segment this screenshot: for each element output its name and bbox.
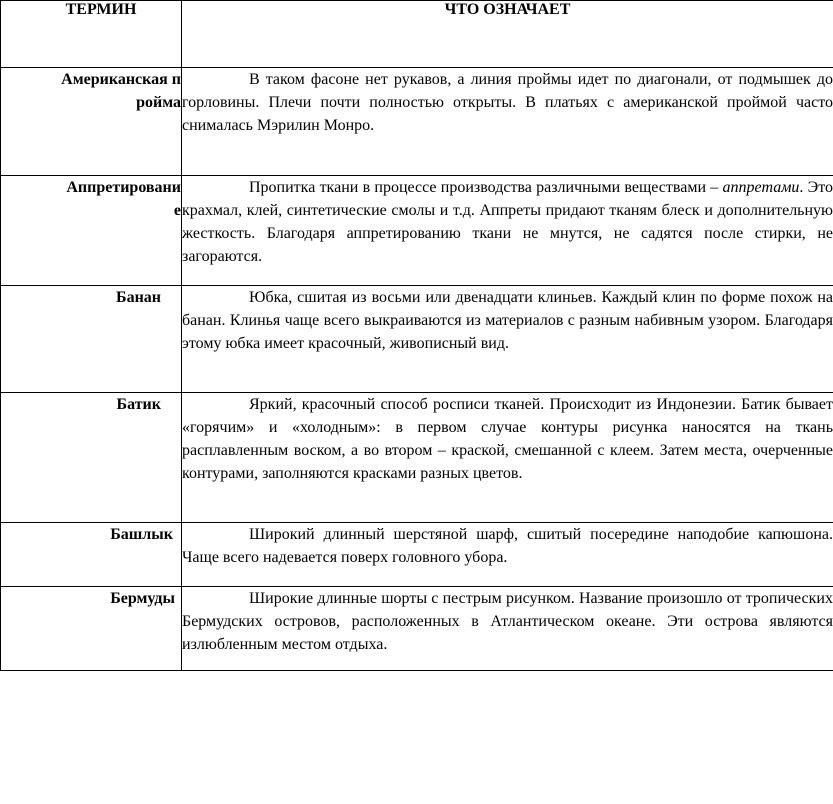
term-label: Аппретирование	[66, 179, 181, 219]
term-cell	[1, 286, 182, 393]
term-cell	[1, 393, 182, 523]
term-label: Башлык	[110, 526, 173, 543]
definition-text	[182, 176, 833, 268]
definition-text: Юбка, сшитая из восьми или двенадцати клиньев. Каждый клин по форме похож на банан. Клинья чаще всего выкраиваются из материалов с разным набивным узором. Благодаря этому юбка имеет красочный, живописный вид.	[182, 289, 833, 352]
term-cell	[1, 68, 182, 176]
term-cell	[1, 523, 182, 587]
term-label: Батик	[116, 396, 161, 413]
table-row	[1, 587, 833, 671]
term-cell	[1, 176, 182, 286]
term-cell	[1, 587, 182, 671]
definition-part-2: . Это крахмал, клей, синтетические смолы и т.д. Аппреты придают тканям блеск и дополнительную жесткость. Благодаря аппретированию ткани не мнутся, не садятся после стирки, не загораются.	[182, 179, 833, 265]
table-row	[1, 176, 833, 286]
definition-cell	[182, 68, 833, 176]
definition-cell	[182, 587, 833, 671]
definition-cell	[182, 176, 833, 286]
definition-cell	[182, 523, 833, 587]
term-label: Американская пройма	[61, 71, 181, 111]
definition-text: Широкий длинный шерстяной шарф, сшитый посередине наподобие капюшона. Чаще всего надевается поверх головного убора.	[182, 526, 833, 566]
definition-italic-term: аппретами	[722, 179, 800, 196]
definition-text: Широкие длинные шорты с пестрым рисунком. Название произошло от тропических Бермудских островов, расположенных в Атлантическом океане. Эти острова являются излюбленным местом отдыха.	[182, 590, 833, 653]
table-row	[1, 523, 833, 587]
definition-text: Яркий, красочный способ росписи тканей. Происходит из Индонезии. Батик бывает «горячим» и «холодным»: в первом случае контуры рисунка наносятся на ткань расплавленным воском, а во втором – краской, смешанной с клеем. Затем места, очерченные контурами, заполняются красками разных цветов.	[182, 396, 833, 482]
term-label: Бермуды	[110, 590, 175, 607]
term-label: Банан	[115, 289, 161, 306]
definition-text: В таком фасоне нет рукавов, а линия проймы идет по диагонали, от подмышек до горловины. Плечи почти полностью открыты. В платьях с американской проймой часто снималась Мэрилин Монро.	[182, 71, 833, 134]
definition-cell	[182, 286, 833, 393]
table-header-row	[1, 1, 833, 68]
header-term: ТЕРМИН	[1, 1, 182, 68]
table-row	[1, 393, 833, 523]
table-row	[1, 68, 833, 176]
table-row	[1, 286, 833, 393]
definition-part-1: Пропитка ткани в процессе производства различными веществами –	[249, 179, 723, 196]
definition-cell	[182, 393, 833, 523]
header-meaning: ЧТО ОЗНАЧАЕТ	[182, 1, 833, 68]
